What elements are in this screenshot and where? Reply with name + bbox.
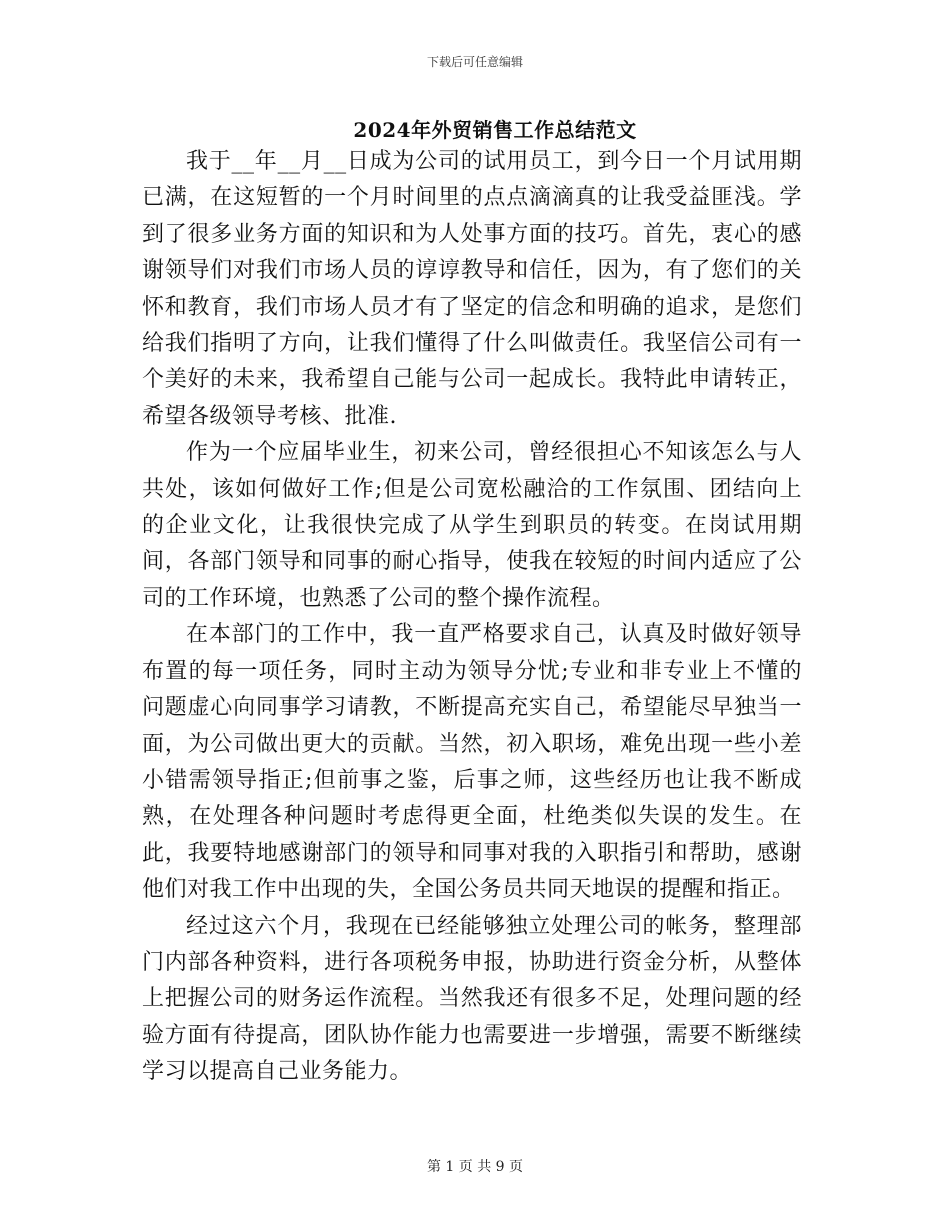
paragraph-3: 在本部门的工作中，我一直严格要求自己，认真及时做好领导布置的每一项任务，同时主动为领导分忧;专业和非专业上不懂的问题虚心向同事学习请教，不断提高充实自己，希望能尽早独当一面，为公司做出更大的贡献。当然，初入职场，难免出现一些小差小错需领导指正;但前事之鉴，后事之师，这些经历也让我不断成熟，在处理各种问题时考虑得更全面，杜绝类似失误的发生。在此，我要特地感谢部门的领导和同事对我的入职指引和帮助，感谢他们对我工作中出现的失，全国公务员共同天地误的提醒和指正。 bbox=[142, 622, 802, 903]
document-body bbox=[142, 144, 802, 1091]
page-number-footer: 第 1 页 共 9 页 bbox=[426, 1159, 524, 1175]
paragraph-1: 我于__年__月__日成为公司的试用员工，到今日一个月试用期已满，在这短暂的一个月时间里的点点滴滴真的让我受益匪浅。学到了很多业务方面的知识和为人处事方面的技巧。首先，衷心的感谢领导们对我们市场人员的谆谆教导和信任，因为，有了您们的关怀和教育，我们市场人员才有了坚定的信念和明确的追求，是您们给我们指明了方向，让我们懂得了什么叫做责任。我坚信公司有一个美好的未来，我希望自己能与公司一起成长。我特此申请转正，希望各级领导考核、批准. bbox=[142, 149, 802, 429]
page-header-note: 下载后可任意编辑 bbox=[426, 55, 523, 69]
document-title: 2024年外贸销售工作总结范文 bbox=[353, 118, 637, 142]
paragraph-2: 作为一个应届毕业生，初来公司，曾经很担心不知该怎么与人共处，该如何做好工作;但是公司宽松融洽的工作氛围、团结向上的企业文化，让我很快完成了从学生到职员的转变。在岗试用期间，各部门领导和同事的耐心指导，使我在较短的时间内适应了公司的工作环境，也熟悉了公司的整个操作流程。 bbox=[142, 440, 802, 611]
paragraph-4: 经过这六个月，我现在已经能够独立处理公司的帐务，整理部门内部各种资料，进行各项税务申报，协助进行资金分析，从整体上把握公司的财务运作流程。当然我还有很多不足，处理问题的经验方面有待提高，团队协作能力也需要进一步增强，需要不断继续学习以提高自己业务能力。 bbox=[142, 913, 802, 1085]
